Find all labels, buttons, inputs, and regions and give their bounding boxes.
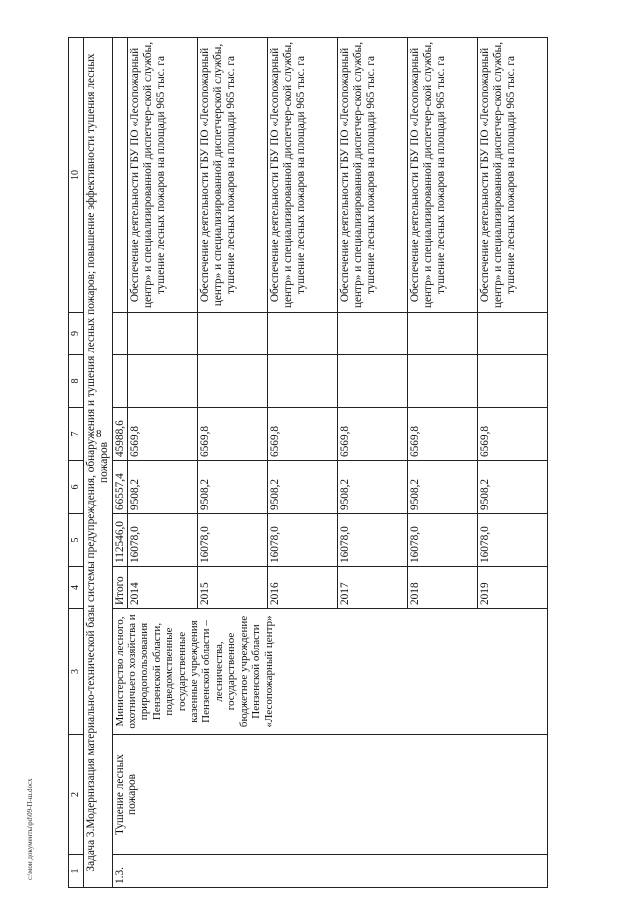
value-c7: 6569,8 xyxy=(338,408,408,461)
column-number: 5 xyxy=(69,514,84,567)
total-c9 xyxy=(112,313,128,355)
value-c5: 16078,0 xyxy=(478,514,548,567)
column-number: 8 xyxy=(69,355,84,408)
task-title-row xyxy=(84,38,113,888)
total-result xyxy=(112,38,128,313)
value-c6: 9508,2 xyxy=(268,461,338,514)
value-c7: 6569,8 xyxy=(408,408,478,461)
value-c8 xyxy=(478,355,548,408)
value-c6: 9508,2 xyxy=(408,461,478,514)
value-c8 xyxy=(198,355,268,408)
column-number: 9 xyxy=(69,313,84,355)
row-number: 1.3. xyxy=(112,855,548,888)
total-label: Итого xyxy=(112,567,128,609)
value-c5: 16078,0 xyxy=(408,514,478,567)
expected-result: Обеспечение деятельности ГБУ ПО «Лесопожарный центр» и специализированной диспетчер-ской службы, тушение лесных пожаров на площади 965 тыс. га xyxy=(128,38,198,313)
value-c7: 6569,8 xyxy=(478,408,548,461)
footer-file-path: c:\мои документы\pd\09-П-ш.docx xyxy=(26,778,34,880)
value-c9 xyxy=(128,313,198,355)
column-number: 7 xyxy=(69,408,84,461)
value-c8 xyxy=(408,355,478,408)
expected-result: Обеспечение деятельности ГБУ ПО «Лесопожарный центр» и специализированной диспетчерской службы, тушение лесных пожаров на площади 965 тыс. га xyxy=(198,38,268,313)
value-c9 xyxy=(338,313,408,355)
value-c9 xyxy=(408,313,478,355)
program-table xyxy=(68,37,548,888)
total-row xyxy=(112,38,128,888)
measure-name: Тушение лесных пожаров xyxy=(112,735,548,855)
value-c9 xyxy=(198,313,268,355)
expected-result: Обеспечение деятельности ГБУ ПО «Лесопожарный центр» и специализированной диспетчер-ской службы, тушение лесных пожаров на площади 965 тыс. га xyxy=(338,38,408,313)
column-numbers-row xyxy=(69,38,84,888)
value-c6: 9508,2 xyxy=(198,461,268,514)
year-cell: 2018 xyxy=(408,567,478,609)
expected-result: Обеспечение деятельности ГБУ ПО «Лесопожарный центр» и специализированной диспетчер-ской службы, тушение лесных пожаров на площади 965 тыс. га xyxy=(478,38,548,313)
year-cell: 2014 xyxy=(128,567,198,609)
value-c7: 6569,8 xyxy=(268,408,338,461)
total-c7: 45988,6 xyxy=(112,408,128,461)
year-cell: 2017 xyxy=(338,567,408,609)
year-cell: 2019 xyxy=(478,567,548,609)
column-number: 2 xyxy=(69,735,84,855)
year-cell: 2016 xyxy=(268,567,338,609)
total-c5: 112546,0 xyxy=(112,514,128,567)
executor: Министерство лесного, охотничьего хозяйства и природопользования Пензенской области, подведомственные государственные казенные учреждения Пензенской области – лесничества, государственное бюджетное учреждение Пензенской области «Лесопожарный центр» xyxy=(112,609,548,735)
total-c8 xyxy=(112,355,128,408)
value-c9 xyxy=(268,313,338,355)
value-c6: 9508,2 xyxy=(128,461,198,514)
value-c5: 16078,0 xyxy=(268,514,338,567)
value-c6: 9508,2 xyxy=(338,461,408,514)
value-c5: 16078,0 xyxy=(198,514,268,567)
value-c8 xyxy=(338,355,408,408)
value-c7: 6569,8 xyxy=(128,408,198,461)
expected-result: Обеспечение деятельности ГБУ ПО «Лесопожарный центр» и специализированной диспетчер-ской службы, тушение лесных пожаров на площади 965 тыс. га xyxy=(408,38,478,313)
column-number: 6 xyxy=(69,461,84,514)
column-number: 4 xyxy=(69,567,84,609)
column-number: 10 xyxy=(69,38,84,313)
column-number: 3 xyxy=(69,609,84,735)
column-number: 1 xyxy=(69,855,84,888)
expected-result: Обеспечение деятельности ГБУ ПО «Лесопожарный центр» и специализированной диспетчер-ской службы, тушение лесных пожаров на площади 965 тыс. га xyxy=(268,38,338,313)
value-c9 xyxy=(478,313,548,355)
task-title: Задача 3.Модернизация материально-технической базы системы предупреждения, обнаружения и тушения лесных пожаров; повышение эффективности тушения лесных пожаров xyxy=(84,38,113,888)
rotated-table-container xyxy=(68,38,598,888)
value-c7: 6569,8 xyxy=(198,408,268,461)
page-number: 8 xyxy=(96,428,102,440)
value-c6: 9508,2 xyxy=(478,461,548,514)
value-c8 xyxy=(268,355,338,408)
total-c6: 66557,4 xyxy=(112,461,128,514)
year-cell: 2015 xyxy=(198,567,268,609)
value-c5: 16078,0 xyxy=(338,514,408,567)
value-c5: 16078,0 xyxy=(128,514,198,567)
value-c8 xyxy=(128,355,198,408)
